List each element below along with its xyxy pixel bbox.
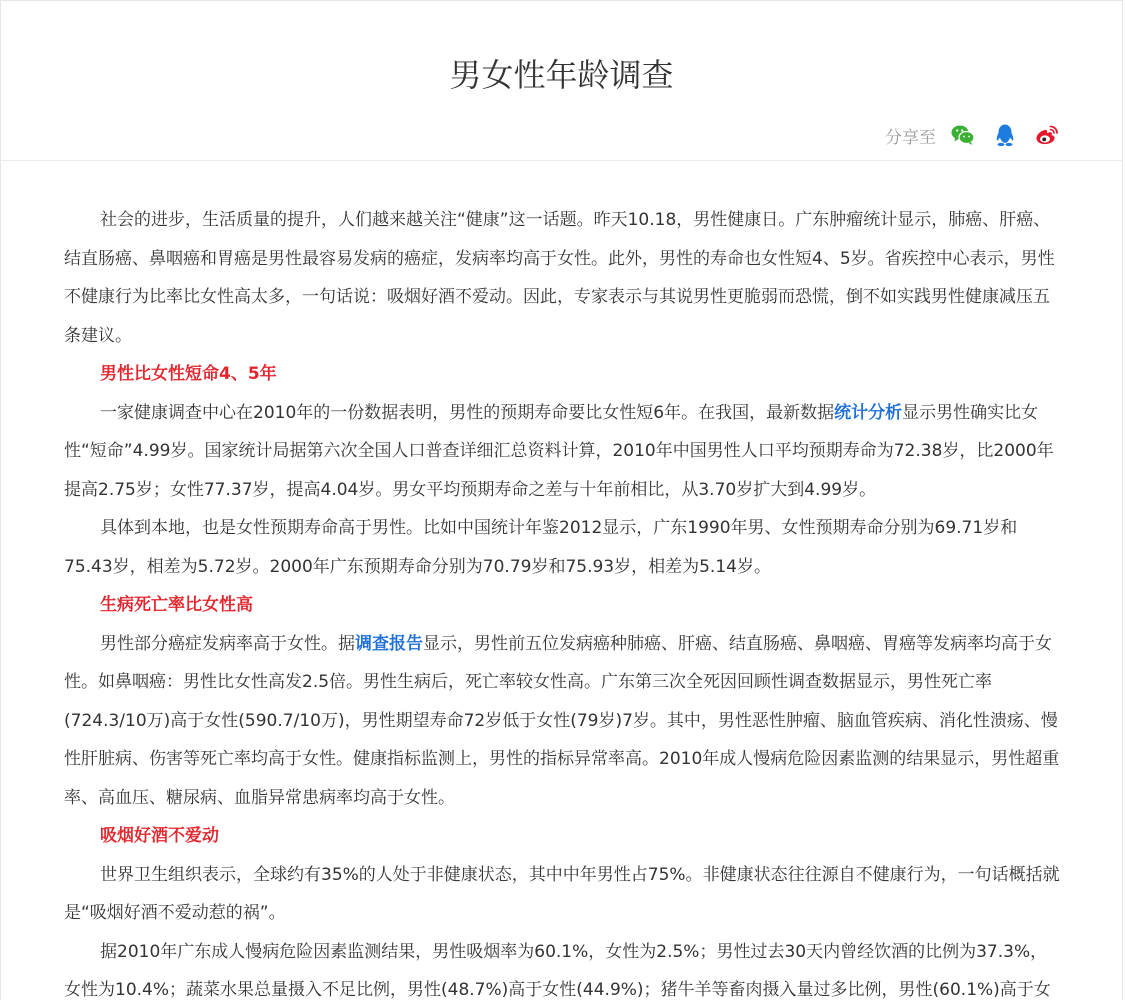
wechat-icon[interactable] xyxy=(950,122,976,148)
article-body xyxy=(64,201,1064,1000)
page-title: 男女性年龄调查 xyxy=(449,56,674,94)
paragraph-survey: 据2010年广东成人慢病危险因素监测结果，男性吸烟率为60.1%，女性为2.5%；男性过去30天内曾经饮酒的比例为37.3%，女性为10.4%；蔬菜水果总量摄入不足比例，男性(48.7%)高于女性(44.9%)；猪牛羊等畜肉摄入量过多比例，男性(60.1%)高于女 xyxy=(64,941,1051,1000)
paragraph-lifespan: 一家健康调查中心在2010年的一份数据表明，男性的预期寿命要比女性短6年。在我国，最新数据统计分析显示男性确实比女性“短命”4.99岁。国家统计局据第六次全国人口普查详细汇总资料计算，2010年中国男性人口平均预期寿命为72.38岁，比2000年提高2.75岁；女性77.37岁，提高4.04岁。男女平均预期寿命之差与十年前相比，从3.70岁扩大到4.99岁。 xyxy=(64,402,1054,500)
share-label: 分享至 xyxy=(885,127,936,148)
qq-icon[interactable] xyxy=(992,122,1018,148)
statistics-analysis-link[interactable]: 统计分析 xyxy=(834,402,903,423)
paragraph-who: 世界卫生组织表示，全球约有35%的人处于非健康状态，其中中年男性占75%。非健康状态往往源自不健康行为，一句话概括就是“吸烟好酒不爱动惹的祸”。 xyxy=(64,864,1060,923)
section-heading-mortality: 生病死亡率比女性高 xyxy=(100,595,253,615)
survey-report-link[interactable]: 调查报告 xyxy=(355,633,423,654)
article-header xyxy=(1,1,1122,161)
section-heading-habits: 吸烟好酒不爱动 xyxy=(100,826,219,846)
weibo-icon[interactable] xyxy=(1034,122,1060,148)
section-heading-lifespan: 男性比女性短命4、5年 xyxy=(100,364,277,384)
paragraph-intro: 社会的进步，生活质量的提升，人们越来越关注“健康”这一话题。昨天10.18，男性健康日。广东肿瘤统计显示，肺癌、肝癌、结直肠癌、鼻咽癌和胃癌是男性最容易发病的癌症，发病率均高于女性。此外，男性的寿命也女性短4、5岁。省疾控中心表示，男性不健康行为比率比女性高太多，一句话说：吸烟好酒不爱动。因此，专家表示与其说男性更脆弱而恐慌，倒不如实践男性健康减压五条建议。 xyxy=(64,210,1055,346)
paragraph-local-data: 具体到本地，也是女性预期寿命高于男性。比如中国统计年鉴2012显示，广东1990年男、女性预期寿命分别为69.71岁和75.43岁，相差为5.72岁。2000年广东预期寿命分别为70.79岁和75.93岁，相差为5.14岁。 xyxy=(64,518,1018,577)
paragraph-mortality: 男性部分癌症发病率高于女性。据调查报告显示，男性前五位发病癌种肺癌、肝癌、结直肠癌、鼻咽癌、胃癌等发病率均高于女性。如鼻咽癌：男性比女性高发2.5倍。男性生病后，死亡率较女性高。广东第三次全死因回顾性调查数据显示，男性死亡率(724.3/10万)高于女性(590.7/10万)，男性期望寿命72岁低于女性(79岁)7岁。其中，男性恶性肿瘤、脑血管疾病、消化性溃疡、慢性肝脏病、伤害等死亡率均高于女性。健康指标监测上，男性的指标异常率高。2010年成人慢病危险因素监测的结果显示，男性超重率、高血压、糖尿病、血脂异常患病率均高于女性。 xyxy=(64,633,1060,808)
share-bar xyxy=(885,120,1060,150)
